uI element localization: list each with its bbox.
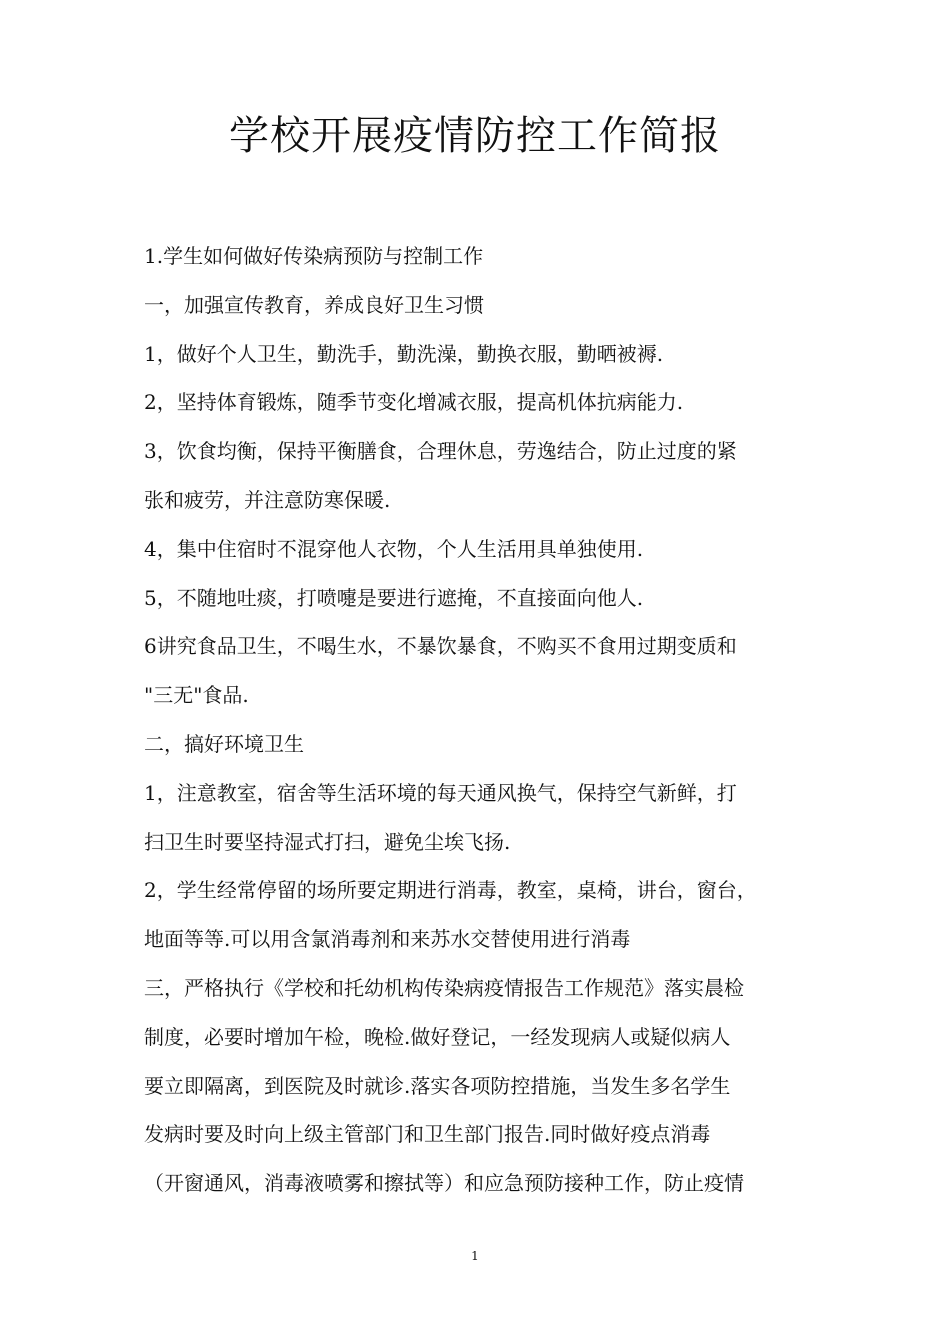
document-body xyxy=(144,232,814,1208)
text-line: 张和疲劳，并注意防寒保暖. xyxy=(144,487,391,512)
text-line: 6讲究食品卫生，不喝生水，不暴饮暴食，不购买不食用过期变质和 xyxy=(144,634,737,659)
text-line: 5，不随地吐痰，打喷嚏是要进行遮掩，不直接面向他人. xyxy=(144,585,644,610)
text-line: 2，学生经常停留的场所要定期进行消毒，教室，桌椅，讲台，窗台， xyxy=(144,878,757,903)
text-line: 4，集中住宿时不混穿他人衣物，个人生活用具单独使用. xyxy=(144,536,644,561)
text-line: 三，严格执行《学校和托幼机构传染病疫情报告工作规范》落实晨检 xyxy=(144,975,744,1000)
text-line: 1，做好个人卫生，勤洗手，勤洗澡，勤换衣服，勤晒被褥. xyxy=(144,341,664,366)
text-line: 1.学生如何做好传染病预防与控制工作 xyxy=(144,244,484,268)
text-line: 3，饮食均衡，保持平衡膳食，合理休息，劳逸结合，防止过度的紧 xyxy=(144,439,737,464)
text-line: （开窗通风，消毒液喷雾和擦拭等）和应急预防接种工作，防止疫情 xyxy=(144,1171,744,1196)
text-line: 制度，必要时增加午检，晚检.做好登记，一经发现病人或疑似病人 xyxy=(144,1024,731,1049)
text-line: 要立即隔离，到医院及时就诊.落实各项防控措施，当发生多名学生 xyxy=(144,1073,731,1098)
text-line: 一，加强宣传教育，养成良好卫生习惯 xyxy=(144,292,484,317)
page-number: 1 xyxy=(471,1249,479,1263)
text-line: 二，搞好环境卫生 xyxy=(144,731,304,756)
text-line: "三无"食品. xyxy=(144,683,249,708)
text-line: 发病时要及时向上级主管部门和卫生部门报告.同时做好疫点消毒 xyxy=(144,1122,711,1147)
text-line: 地面等等.可以用含氯消毒剂和来苏水交替使用进行消毒 xyxy=(144,927,631,952)
text-line: 1，注意教室，宿舍等生活环境的每天通风换气，保持空气新鲜，打 xyxy=(144,780,737,805)
page-title: 学校开展疫情防控工作简报 xyxy=(229,113,721,159)
text-line: 2，坚持体育锻炼，随季节变化增减衣服，提高机体抗病能力. xyxy=(144,390,684,415)
text-line: 扫卫生时要坚持湿式打扫，避免尘埃飞扬. xyxy=(144,829,511,854)
